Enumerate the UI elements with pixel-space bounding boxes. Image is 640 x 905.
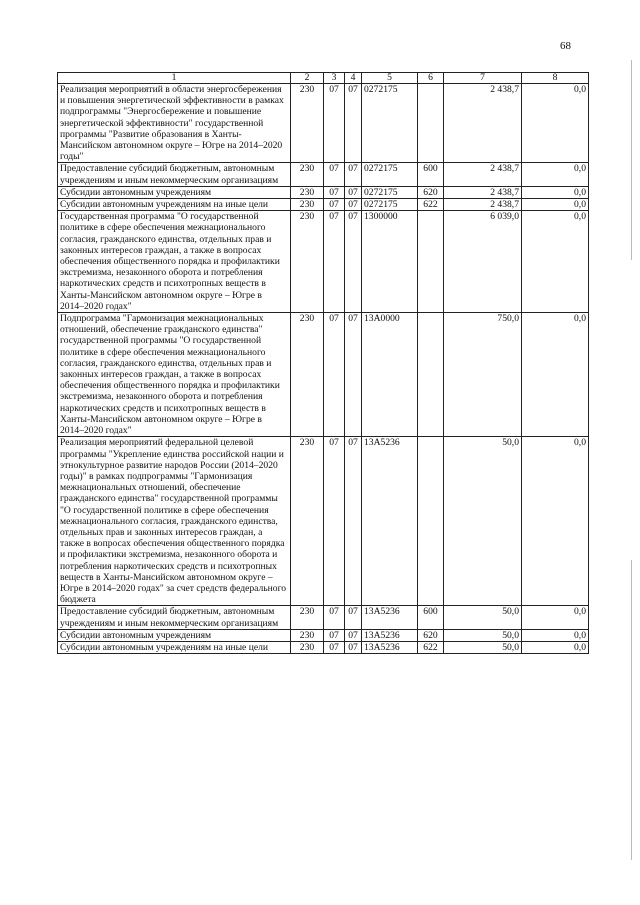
row-amount-second: 0,0: [522, 211, 589, 313]
header-col-3: 3: [324, 73, 345, 84]
row-expense-type: 600: [418, 606, 444, 629]
row-expense-type: 622: [418, 199, 444, 211]
row-target-article: 0272175: [362, 186, 418, 198]
row-target-article: 0272175: [362, 199, 418, 211]
table-row: [58, 199, 589, 211]
row-target-article: 13А5236: [362, 606, 418, 629]
row-section: 07: [324, 84, 345, 163]
table-row: [58, 437, 589, 606]
row-amount: 50,0: [444, 629, 522, 641]
row-amount: 2 438,7: [444, 199, 522, 211]
row-amount-second: 0,0: [522, 84, 589, 163]
header-col-4: 4: [345, 73, 362, 84]
header-col-5: 5: [362, 73, 418, 84]
row-target-article: 0272175: [362, 84, 418, 163]
row-section: 07: [324, 629, 345, 641]
row-section: 07: [324, 641, 345, 653]
row-subsection: 07: [345, 211, 362, 313]
row-admin-code: 230: [291, 606, 324, 629]
row-admin-code: 230: [291, 437, 324, 606]
row-name: Субсидии автономным учреждениям: [58, 629, 291, 641]
row-target-article: 1300000: [362, 211, 418, 313]
row-amount: 2 438,7: [444, 186, 522, 198]
row-expense-type: [418, 437, 444, 606]
row-amount-second: 0,0: [522, 163, 589, 186]
header-col-6: 6: [418, 73, 444, 84]
row-section: 07: [324, 163, 345, 186]
row-amount: 6 039,0: [444, 211, 522, 313]
row-amount: 50,0: [444, 641, 522, 653]
row-target-article: 0272175: [362, 163, 418, 186]
row-amount: 2 438,7: [444, 163, 522, 186]
table-row: [58, 211, 589, 313]
row-admin-code: 230: [291, 313, 324, 437]
row-admin-code: 230: [291, 199, 324, 211]
budget-table: [57, 72, 589, 654]
row-name: Подпрограмма "Гармонизация межнациональных отношений, обеспечение гражданского единства" государственной программы "О государственной политике в сфере обеспечения межнационального согласия, гражданского единства, отдельных прав и законных интересов граждан, а также в вопросах обеспечения общественного порядка и профилактики экстремизма, незаконного оборота и потребления наркотических средств и психотропных веществ в Ханты-Мансийском автономном округе – Югре в 2014–2020 годах": [58, 313, 291, 437]
row-target-article: 13А0000: [362, 313, 418, 437]
row-name: Предоставление субсидий бюджетным, автономным учреждениям и иным некоммерческим организациям: [58, 606, 291, 629]
row-subsection: 07: [345, 313, 362, 437]
row-section: 07: [324, 606, 345, 629]
header-col-1: 1: [58, 73, 291, 84]
row-section: 07: [324, 211, 345, 313]
row-expense-type: 620: [418, 629, 444, 641]
row-target-article: 13А5236: [362, 629, 418, 641]
row-amount-second: 0,0: [522, 199, 589, 211]
row-section: 07: [324, 313, 345, 437]
row-subsection: 07: [345, 199, 362, 211]
row-section: 07: [324, 437, 345, 606]
header-col-2: 2: [291, 73, 324, 84]
row-amount-second: 0,0: [522, 629, 589, 641]
row-amount: 50,0: [444, 606, 522, 629]
row-subsection: 07: [345, 629, 362, 641]
table-row: [58, 606, 589, 629]
table-row: [58, 629, 589, 641]
row-amount-second: 0,0: [522, 186, 589, 198]
row-subsection: 07: [345, 641, 362, 653]
header-col-7: 7: [444, 73, 522, 84]
row-amount: 750,0: [444, 313, 522, 437]
row-admin-code: 230: [291, 641, 324, 653]
row-admin-code: 230: [291, 629, 324, 641]
row-section: 07: [324, 199, 345, 211]
row-amount-second: 0,0: [522, 641, 589, 653]
row-section: 07: [324, 186, 345, 198]
row-amount: 50,0: [444, 437, 522, 606]
row-expense-type: 620: [418, 186, 444, 198]
row-expense-type: [418, 84, 444, 163]
scan-edge-line: [631, 60, 632, 260]
row-subsection: 07: [345, 606, 362, 629]
row-expense-type: 600: [418, 163, 444, 186]
page-number: 68: [560, 40, 571, 52]
row-name: Субсидии автономным учреждениям на иные цели: [58, 199, 291, 211]
row-subsection: 07: [345, 186, 362, 198]
table-row: [58, 84, 589, 163]
row-name: Реализация мероприятий в области энергосбережения и повышения энергетической эффективности в рамках подпрограммы "Энергосбережение и повышение энергетической эффективности" государственной программы "Развитие образования в Ханты-Мансийском автономном округе – Югре на 2014–2020 годы": [58, 84, 291, 163]
row-admin-code: 230: [291, 163, 324, 186]
table-row: [58, 313, 589, 437]
table-row: [58, 186, 589, 198]
row-amount-second: 0,0: [522, 437, 589, 606]
row-name: Субсидии автономным учреждениям на иные цели: [58, 641, 291, 653]
row-expense-type: 622: [418, 641, 444, 653]
row-subsection: 07: [345, 437, 362, 606]
header-col-8: 8: [522, 73, 589, 84]
row-amount-second: 0,0: [522, 313, 589, 437]
row-name: Субсидии автономным учреждениям: [58, 186, 291, 198]
row-admin-code: 230: [291, 84, 324, 163]
row-name: Государственная программа "О государственной политике в сфере обеспечения межнационального согласия, гражданского единства, отдельных прав и законных интересов граждан, а также в вопросах обеспечения общественного порядка и профилактики экстремизма, незаконного оборота и потребления наркотических средств и психотропных веществ в Ханты-Мансийском автономном округе – Югре в 2014–2020 годах": [58, 211, 291, 313]
table-header-row: [58, 73, 589, 84]
table-row: [58, 641, 589, 653]
row-amount-second: 0,0: [522, 606, 589, 629]
table-row: [58, 163, 589, 186]
row-name: Предоставление субсидий бюджетным, автономным учреждениям и иным некоммерческим организациям: [58, 163, 291, 186]
row-target-article: 13А5236: [362, 437, 418, 606]
row-expense-type: [418, 211, 444, 313]
row-expense-type: [418, 313, 444, 437]
row-admin-code: 230: [291, 211, 324, 313]
row-subsection: 07: [345, 84, 362, 163]
row-name: Реализация мероприятий федеральной целевой программы "Укрепление единства российской нации и этнокультурное развитие народов России (2014–2020 годы)" в рамках подпрограммы "Гармонизация межнациональных отношений, обеспечение гражданского единства" государственной программы "О государственной политике в сфере обеспечения межнационального согласия, гражданского единства, отдельных прав и законных интересов граждан, а также в вопросах обеспечения общественного порядка и профилактики экстремизма, незаконного оборота и потребления наркотических средств и психотропных веществ в Ханты-Мансийском автономном округе – Югре в 2014–2020 годах" за счет средств федерального бюджета: [58, 437, 291, 606]
row-admin-code: 230: [291, 186, 324, 198]
row-amount: 2 438,7: [444, 84, 522, 163]
row-target-article: 13А5236: [362, 641, 418, 653]
scan-edge-line: [631, 560, 632, 860]
row-subsection: 07: [345, 163, 362, 186]
